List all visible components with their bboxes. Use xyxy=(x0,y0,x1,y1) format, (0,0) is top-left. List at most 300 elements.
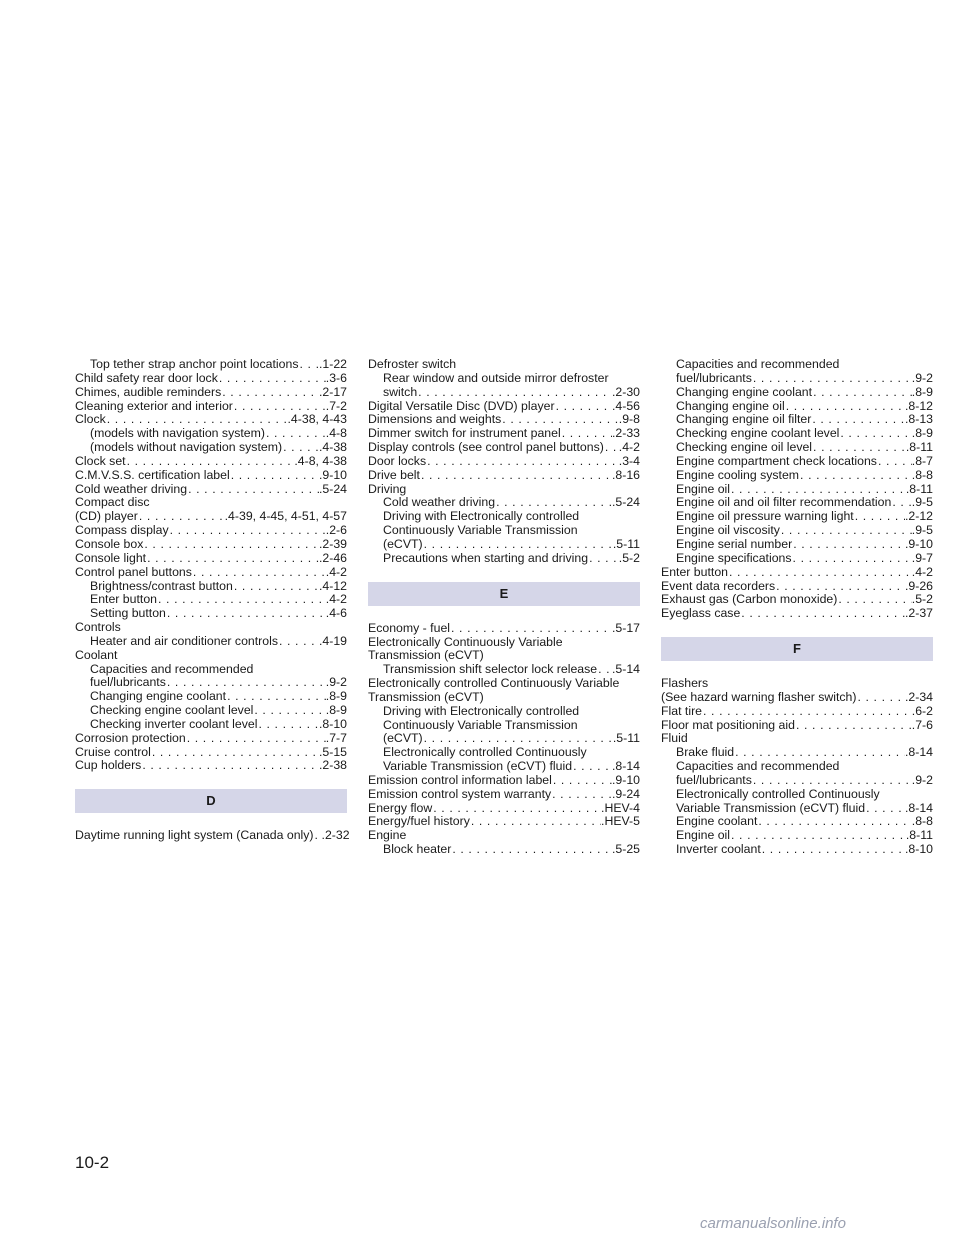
dot-leader xyxy=(812,386,912,400)
index-entry-page: .8-10 xyxy=(904,842,933,857)
index-entry xyxy=(661,413,933,427)
dot-leader xyxy=(314,829,322,843)
dot-leader xyxy=(151,746,319,760)
index-entry-term: Engine oil pressure warning light xyxy=(676,509,854,524)
dot-leader xyxy=(451,843,612,857)
index-subheading: Driving xyxy=(368,481,407,496)
index-entry xyxy=(75,593,347,607)
index-entry-page: .8-7 xyxy=(911,453,933,468)
index-entry xyxy=(75,552,347,566)
dot-leader xyxy=(728,566,912,580)
index-entry xyxy=(75,676,347,690)
index-entry-page: .4-38, 4-43 xyxy=(287,412,347,427)
index-entry xyxy=(75,718,347,732)
index-entry xyxy=(368,413,640,427)
index-entry xyxy=(661,815,933,829)
section-letter-header: D xyxy=(75,789,347,813)
dot-leader xyxy=(604,441,619,455)
index-entry-page: .2-30 xyxy=(611,384,640,399)
index-entry xyxy=(661,719,933,733)
dot-leader xyxy=(230,469,319,483)
dot-leader xyxy=(839,427,911,441)
index-entry-term: Console light xyxy=(75,550,147,565)
index-entry-term: Engine cooling system xyxy=(676,467,800,482)
dot-leader xyxy=(730,483,906,497)
index-entry xyxy=(661,607,933,621)
index-entry-term: Corrosion protection xyxy=(75,730,186,745)
dot-leader xyxy=(856,691,904,705)
index-entry xyxy=(75,386,347,400)
index-entry xyxy=(75,483,347,497)
dot-leader xyxy=(420,469,612,483)
dot-leader xyxy=(865,802,905,816)
index-subheading: Controls xyxy=(75,620,121,635)
dot-leader xyxy=(226,690,326,704)
index-entry-page: .4-12 xyxy=(318,578,347,593)
index-entry-term: Cold weather driving xyxy=(75,481,188,496)
index-entry-page: .8-13 xyxy=(904,412,933,427)
index-subheading: Coolant xyxy=(75,647,118,662)
index-entry-term: Changing engine oil xyxy=(676,398,785,413)
dot-leader xyxy=(561,427,612,441)
index-entry-page: .8-14 xyxy=(611,759,640,774)
index-entry-page: .4-19 xyxy=(318,633,347,648)
index-subheading: Engine xyxy=(368,828,407,843)
index-entry xyxy=(368,496,640,510)
index-entry-term: Eyeglass case xyxy=(661,606,741,621)
index-entry-page: .8-14 xyxy=(904,745,933,760)
dot-leader xyxy=(792,552,912,566)
index-entry xyxy=(75,732,347,746)
dot-leader xyxy=(423,538,613,552)
dot-leader xyxy=(730,829,906,843)
index-entry-page: .8-8 xyxy=(911,467,933,482)
index-entry xyxy=(368,732,640,746)
dot-leader xyxy=(192,566,326,580)
dot-leader xyxy=(166,607,326,621)
index-entry-page: .2-39 xyxy=(318,536,347,551)
index-entry-page: .9-26 xyxy=(904,578,933,593)
index-entry-term: Daytime running light system (Canada only) xyxy=(75,828,314,843)
index-entry xyxy=(661,843,933,857)
index-entry xyxy=(75,635,347,649)
dot-leader xyxy=(143,538,319,552)
index-entry xyxy=(75,746,347,760)
index-entry-page: .5-2 xyxy=(618,550,640,565)
index-entry-term: Engine specifications xyxy=(676,550,792,565)
index-entry-term: Flat tire xyxy=(661,703,702,718)
index-entry xyxy=(368,843,640,857)
index-entry-page: .2-32 xyxy=(321,828,350,843)
index-entry-term: (See hazard warning flasher switch) xyxy=(661,689,857,704)
index-entry-term: Top tether strap anchor point locations xyxy=(90,357,299,371)
dot-leader xyxy=(552,774,612,788)
index-entry-page: .4-39, 4-45, 4-51, 4-57 xyxy=(224,509,347,524)
index-entry-term: Transmission shift selector lock release xyxy=(383,662,598,677)
index-entry xyxy=(75,358,347,372)
index-entry-term: fuel/lubricants xyxy=(676,772,752,787)
index-column-2 xyxy=(368,358,640,857)
index-entry-page: .4-8 xyxy=(325,426,347,441)
index-entry xyxy=(75,580,347,594)
index-entry-page: .1-22 xyxy=(318,357,347,371)
index-entry-page: .9-2 xyxy=(325,675,347,690)
index-entry-term: Child safety rear door lock xyxy=(75,370,218,385)
index-entry-page: .HEV-5 xyxy=(601,814,640,829)
index-subheading: Continuously Variable Transmission xyxy=(383,717,578,732)
index-entry-page: .8-16 xyxy=(611,467,640,482)
index-entry-term: (eCVT) xyxy=(383,731,423,746)
dot-leader xyxy=(785,400,905,414)
index-entry-page: .2-46 xyxy=(318,550,347,565)
index-entry-term: Heater and air conditioner controls xyxy=(90,633,278,648)
index-entry-term: Precautions when starting and driving xyxy=(383,550,589,565)
index-subheading: Continuously Variable Transmission xyxy=(383,523,578,538)
index-entry-page: .4-2 xyxy=(325,564,347,579)
index-subheading: Electronically Continuously Variable xyxy=(368,634,563,649)
index-entry xyxy=(661,802,933,816)
index-entry xyxy=(661,510,933,524)
index-entry-term: Brightness/contrast button xyxy=(90,578,233,593)
index-entry xyxy=(368,441,640,455)
index-entry-term: Door locks xyxy=(368,453,427,468)
index-entry-page: .9-7 xyxy=(911,550,933,565)
index-subheading: Flashers xyxy=(661,676,709,691)
dot-leader xyxy=(734,746,905,760)
index-entry xyxy=(661,524,933,538)
dot-leader xyxy=(126,455,295,469)
dot-leader xyxy=(795,719,912,733)
index-entry xyxy=(661,566,933,580)
index-entry-term: (eCVT) xyxy=(383,536,423,551)
index-entry-page: .5-24 xyxy=(318,481,347,496)
page-number: 10-2 xyxy=(75,1153,110,1172)
dot-leader xyxy=(169,524,326,538)
index-entry-term: Display controls (see control panel buttons) xyxy=(368,440,604,455)
index-subheading: Driving with Electronically controlled xyxy=(383,703,580,718)
dot-leader xyxy=(233,400,326,414)
dot-leader xyxy=(166,676,326,690)
index-entry-term: Engine compartment check locations xyxy=(676,453,877,468)
index-entry xyxy=(75,455,347,469)
index-entry-term: Changing engine coolant xyxy=(90,689,227,704)
index-entry-term: Event data recorders xyxy=(661,578,776,593)
dot-leader xyxy=(799,469,912,483)
index-entry-term: Engine oil xyxy=(676,828,731,843)
index-entry-page: .9-10 xyxy=(904,536,933,551)
index-entry-page: .5-24 xyxy=(611,495,640,510)
index-subheading: Defroster switch xyxy=(368,357,457,371)
index-entry-page: .8-10 xyxy=(318,716,347,731)
index-entry xyxy=(75,510,347,524)
dot-leader xyxy=(775,580,905,594)
index-entry xyxy=(368,455,640,469)
dot-leader xyxy=(450,622,612,636)
index-entry xyxy=(661,441,933,455)
index-entry-page: .8-14 xyxy=(904,800,933,815)
index-entry xyxy=(661,580,933,594)
index-entry xyxy=(661,372,933,386)
dot-leader xyxy=(278,635,319,649)
index-entry-term: Cup holders xyxy=(75,758,142,773)
index-entry xyxy=(368,815,640,829)
index-entry-term: Clock xyxy=(75,412,106,427)
dot-leader xyxy=(146,552,319,566)
dot-leader xyxy=(761,843,905,857)
index-entry xyxy=(661,483,933,497)
index-entry-page: .9-5 xyxy=(911,523,933,538)
index-entry xyxy=(368,469,640,483)
index-entry-term: Cold weather driving xyxy=(383,495,496,510)
index-entry-page: .9-24 xyxy=(611,786,640,801)
index-entry xyxy=(75,759,347,773)
index-entry xyxy=(661,386,933,400)
index-entry-term: Block heater xyxy=(383,842,452,857)
index-entry xyxy=(75,427,347,441)
index-entry-term: Engine serial number xyxy=(676,536,793,551)
index-entry xyxy=(661,774,933,788)
index-entry xyxy=(75,372,347,386)
index-entry xyxy=(368,552,640,566)
index-entry-page: .8-9 xyxy=(911,426,933,441)
dot-leader xyxy=(555,400,612,414)
index-entry-term: Variable Transmission (eCVT) fluid xyxy=(676,800,866,815)
index-entry xyxy=(661,538,933,552)
index-entry-page: .9-8 xyxy=(618,412,640,427)
index-subheading: Driving with Electronically controlled xyxy=(383,509,580,524)
index-entry xyxy=(661,705,933,719)
index-entry xyxy=(75,690,347,704)
index-entry-page: .8-9 xyxy=(911,384,933,399)
dot-leader xyxy=(812,441,906,455)
index-entry xyxy=(75,538,347,552)
index-entry-page: .7-2 xyxy=(325,398,347,413)
index-subheading: Capacities and recommended xyxy=(676,357,840,371)
index-entry-term: Energy flow xyxy=(368,800,433,815)
index-entry xyxy=(661,593,933,607)
index-entry-term: Digital Versatile Disc (DVD) player xyxy=(368,398,555,413)
index-entry-page: .2-34 xyxy=(904,689,933,704)
dot-leader xyxy=(854,510,905,524)
index-entry-term: Checking engine oil level xyxy=(676,440,813,455)
index-entry xyxy=(368,538,640,552)
index-entry-term: fuel/lubricants xyxy=(676,370,752,385)
dot-leader xyxy=(792,538,905,552)
index-entry-page: .5-15 xyxy=(318,744,347,759)
index-column-1 xyxy=(75,357,350,843)
dot-leader xyxy=(138,510,225,524)
index-entry-term: Checking engine coolant level xyxy=(90,703,254,718)
index-entry-page: .8-12 xyxy=(904,398,933,413)
index-entry-term: Energy/fuel history xyxy=(368,814,470,829)
dot-leader xyxy=(257,718,319,732)
index-entry xyxy=(661,469,933,483)
index-entry-term: Changing engine coolant xyxy=(676,384,813,399)
dot-leader xyxy=(432,802,601,816)
index-entry-term: Emission control information label xyxy=(368,772,552,787)
index-entry-term: switch xyxy=(383,384,418,399)
dot-leader xyxy=(187,483,319,497)
dot-leader xyxy=(253,704,325,718)
dot-leader xyxy=(597,663,612,677)
index-entry xyxy=(661,746,933,760)
index-entry xyxy=(661,829,933,843)
index-entry-page: .9-10 xyxy=(611,772,640,787)
index-entry xyxy=(75,400,347,414)
index-column-3 xyxy=(661,358,933,857)
index-entry-term: Changing engine oil filter xyxy=(676,412,812,427)
index-entry xyxy=(368,760,640,774)
index-entry-term: Clock set xyxy=(75,453,126,468)
index-entry-term: Dimmer switch for instrument panel xyxy=(368,426,561,441)
dot-leader xyxy=(551,788,612,802)
index-entry-term: Compass display xyxy=(75,523,169,538)
index-entry-term: Inverter coolant xyxy=(676,842,761,857)
index-entry-term: Enter button xyxy=(661,564,728,579)
index-entry-term: Cruise control xyxy=(75,744,151,759)
index-subheading: Electronically controlled Continuously xyxy=(383,745,587,760)
index-entry-term: Chimes, audible reminders xyxy=(75,384,222,399)
index-entry-page: .8-11 xyxy=(905,481,933,496)
index-entry-page: .3-6 xyxy=(325,370,347,385)
index-entry xyxy=(661,427,933,441)
index-entry-page: .9-5 xyxy=(911,495,933,510)
index-entry xyxy=(661,496,933,510)
index-entry-page: .4-56 xyxy=(611,398,640,413)
index-entry-page: .6-2 xyxy=(911,703,933,718)
index-entry-page: .4-38 xyxy=(318,440,347,455)
index-entry-page: .4-2 xyxy=(325,592,347,607)
index-entry xyxy=(75,704,347,718)
dot-leader xyxy=(417,386,612,400)
index-entry xyxy=(75,469,347,483)
dot-leader xyxy=(588,552,619,566)
index-entry-term: C.M.V.S.S. certification label xyxy=(75,467,230,482)
index-entry xyxy=(75,441,347,455)
dot-leader xyxy=(572,760,612,774)
index-entry-page: .HEV-4 xyxy=(601,800,640,815)
index-entry-page: .5-25 xyxy=(611,842,640,857)
dot-leader xyxy=(218,372,326,386)
index-entry-term: Economy - fuel xyxy=(368,620,451,635)
index-entry-page: .5-2 xyxy=(911,592,933,607)
index-entry xyxy=(368,427,640,441)
index-entry-page: .8-11 xyxy=(905,828,933,843)
dot-leader xyxy=(233,580,319,594)
index-entry-page: .4-2 xyxy=(911,564,933,579)
index-entry-page: .4-6 xyxy=(325,606,347,621)
dot-leader xyxy=(877,455,912,469)
index-entry-page: .4-8, 4-38 xyxy=(294,453,347,468)
index-subheading: Capacities and recommended xyxy=(90,661,254,676)
index-entry xyxy=(368,788,640,802)
index-entry-term: Enter button xyxy=(90,592,157,607)
index-entry-term: Floor mat positioning aid xyxy=(661,717,795,732)
index-entry xyxy=(368,386,640,400)
index-subheading: Electronically controlled Continuously Variable xyxy=(368,676,620,691)
index-subheading: Fluid xyxy=(661,731,688,746)
section-letter-header: E xyxy=(368,582,640,606)
dot-leader xyxy=(752,372,912,386)
index-entry-term: Engine oil xyxy=(676,481,731,496)
dot-leader xyxy=(702,705,912,719)
dot-leader xyxy=(141,759,319,773)
index-entry-page: .7-6 xyxy=(911,717,933,732)
dot-leader xyxy=(426,455,619,469)
index-entry-page: .5-11 xyxy=(612,536,640,551)
index-subheading: Compact disc xyxy=(75,495,150,510)
dot-leader xyxy=(757,815,911,829)
index-subheading: Transmission (eCVT) xyxy=(368,689,484,704)
index-entry-page: .2-38 xyxy=(318,758,347,773)
index-entry xyxy=(368,774,640,788)
index-entry-page: .2-17 xyxy=(318,384,347,399)
index-entry-page: .7-7 xyxy=(325,730,347,745)
index-entry-term: Drive belt xyxy=(368,467,420,482)
dot-leader xyxy=(157,593,326,607)
dot-leader xyxy=(299,358,319,372)
dot-leader xyxy=(501,413,619,427)
index-entry-term: (models without navigation system) xyxy=(90,440,283,455)
index-entry-term: Control panel buttons xyxy=(75,564,192,579)
index-entry-term: Engine coolant xyxy=(676,814,758,829)
index-entry-page: .3-4 xyxy=(618,453,640,468)
index-entry-term: Engine oil viscosity xyxy=(676,523,780,538)
dot-leader xyxy=(423,732,613,746)
index-entry-page: .9-2 xyxy=(911,370,933,385)
index-entry-term: Checking engine coolant level xyxy=(676,426,840,441)
section-letter-header: F xyxy=(661,637,933,661)
index-entry-term: (CD) player xyxy=(75,509,138,524)
index-entry-page: .5-11 xyxy=(612,731,640,746)
index-entry-term: Exhaust gas (Carbon monoxide) xyxy=(661,592,838,607)
dot-leader xyxy=(780,524,912,538)
index-entry-term: Dimensions and weights xyxy=(368,412,502,427)
dot-leader xyxy=(265,427,326,441)
watermark: carmanualsonline.info xyxy=(700,1215,846,1232)
index-entry-term: Checking inverter coolant level xyxy=(90,716,258,731)
index-entry-term: (models with navigation system) xyxy=(90,426,265,441)
index-entry xyxy=(75,413,347,427)
index-entry-term: Emission control system warranty xyxy=(368,786,552,801)
index-subheading: Rear window and outside mirror defroster xyxy=(383,370,609,385)
index-entry-page: .2-12 xyxy=(904,509,933,524)
index-entry xyxy=(368,802,640,816)
dot-leader xyxy=(891,496,911,510)
index-entry xyxy=(75,524,347,538)
dot-leader xyxy=(106,413,288,427)
index-entry-term: Cleaning exterior and interior xyxy=(75,398,233,413)
index-entry-term: Setting button xyxy=(90,606,166,621)
dot-leader xyxy=(811,413,905,427)
index-entry-page: .9-2 xyxy=(911,772,933,787)
dot-leader xyxy=(186,732,326,746)
index-subheading: Electronically controlled Continuously xyxy=(676,786,880,801)
dot-leader xyxy=(282,441,319,455)
index-entry-page: .8-9 xyxy=(325,689,347,704)
index-entry-page: .4-2 xyxy=(618,440,640,455)
index-entry-page: .8-9 xyxy=(325,703,347,718)
index-entry-page: .5-14 xyxy=(611,662,640,677)
dot-leader xyxy=(752,774,912,788)
index-entry xyxy=(661,691,933,705)
index-entry-page: .2-6 xyxy=(325,523,347,538)
index-entry xyxy=(368,622,640,636)
index-entry-page: .8-8 xyxy=(911,814,933,829)
dot-leader xyxy=(495,496,612,510)
index-entry xyxy=(368,663,640,677)
index-subheading: Transmission (eCVT) xyxy=(368,648,484,663)
